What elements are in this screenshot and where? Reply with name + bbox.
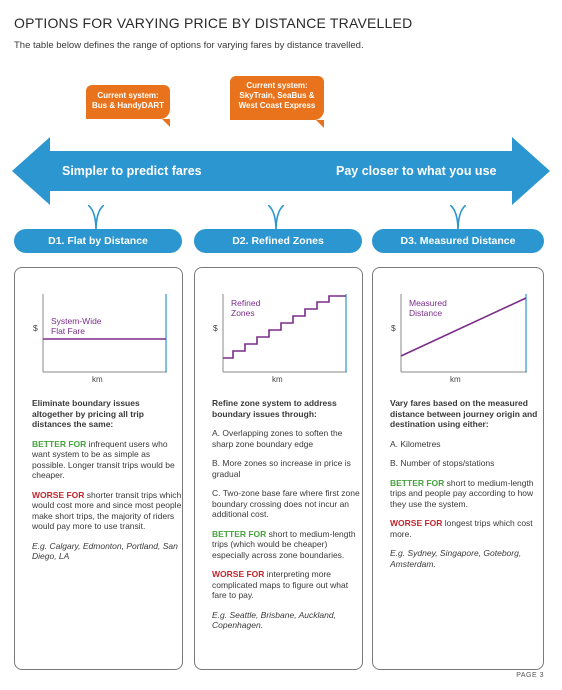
worse-for-body: longest trips which cost more. (390, 518, 533, 539)
lead-text: Refine zone system to address boundary issues through: (212, 398, 337, 419)
callout-line: West Coast Express (238, 101, 316, 110)
page-number: PAGE 3 (516, 672, 544, 679)
example-cities: E.g. Sydney, Singapore, Goteborg, Amsterdam. (390, 548, 522, 569)
worse-for-body: interpreting more complicated maps to figure out what fare to pay. (212, 569, 349, 600)
better-for-tag: BETTER FOR (212, 528, 267, 539)
graph-label (231, 298, 260, 318)
option-description (390, 398, 540, 578)
better-for-body: infrequent users who want system to be as simple as possible. Longer transit trips would be cheaper. (32, 438, 175, 480)
example-cities: E.g. Calgary, Edmonton, Portland, San Diego, LA (32, 540, 178, 561)
connector-d3 (450, 205, 466, 231)
better-for-body: short to medium-length trips and people pay according to how they use the system. (390, 477, 534, 509)
option-item-b: B. More zones so increase in price is gradual (212, 458, 351, 479)
page-title: OPTIONS FOR VARYING PRICE BY DISTANCE TRAVELLED (14, 15, 413, 31)
connector-d1 (88, 205, 104, 231)
option-heading-d3: D3. Measured Distance (372, 229, 544, 253)
option-panel-d3 (372, 267, 544, 670)
better-for-tag: BETTER FOR (390, 477, 445, 488)
option-panel-d1 (14, 267, 183, 670)
page-subtitle: The table below defines the range of options for varying fares by distance travelled. (14, 40, 364, 51)
callout-line: Current system: (246, 81, 308, 90)
graph-y-label: $ (391, 323, 396, 333)
callout-current-system-skytrain (230, 76, 324, 120)
callout-current-system-bus (86, 85, 170, 119)
graph-label-line: Zones (231, 308, 255, 318)
worse-for-tag: WORSE FOR (212, 569, 265, 579)
option-item-b: B. Number of stops/stations (390, 458, 495, 468)
graph-x-label: km (272, 375, 283, 384)
graph-label-line: Refined (231, 298, 261, 308)
callout-tail (316, 120, 324, 128)
graph-label-line: Flat Fare (51, 326, 86, 336)
option-item-c: C. Two-zone base fare where first zone boundary crossing does not incur an additional cost. (212, 488, 360, 519)
worse-for-text (212, 569, 362, 601)
graph-y-label: $ (213, 323, 218, 333)
graph-x-label: km (92, 375, 103, 384)
lead-text: Vary fares based on the measured distance between journey origin and destination using either: (390, 398, 538, 429)
lead-text: Eliminate boundary issues altogether by pricing all trip distances the same: (32, 398, 144, 429)
option-item-a: A. Overlapping zones to soften the sharp zone boundary edge (212, 428, 343, 449)
arrow-label-pay-closer: Pay closer to what you use (336, 164, 497, 178)
callout-tail (162, 119, 170, 127)
worse-for-text (390, 518, 540, 539)
better-for-body: short to medium-length trips (which would be cheaper) especially across zone boundaries. (212, 528, 356, 560)
graph-label-line: Distance (409, 308, 443, 318)
option-description (212, 398, 362, 640)
worse-for-body: shorter transit trips which would cost more and since most people make short trips, the majority of riders would pay more to use transit. (32, 489, 182, 531)
better-for-text (32, 439, 182, 481)
callout-line: SkyTrain, SeaBus & (239, 91, 315, 100)
arrow-label-simpler: Simpler to predict fares (62, 164, 202, 178)
better-for-text (212, 529, 362, 561)
graph-label-line: Measured (409, 298, 447, 308)
option-heading-d1: D1. Flat by Distance (14, 229, 182, 253)
worse-for-tag: WORSE FOR (390, 518, 443, 528)
worse-for-tag: WORSE FOR (32, 489, 85, 500)
better-for-text (390, 478, 540, 510)
option-item-a: A. Kilometres (390, 438, 441, 449)
option-heading-d2: D2. Refined Zones (194, 229, 362, 253)
option-description (32, 398, 182, 571)
worse-for-text (32, 490, 182, 532)
connector-d2 (268, 205, 284, 231)
graph-label-line: System-Wide (51, 316, 102, 326)
graph-label (409, 298, 447, 318)
graph-x-label: km (450, 375, 461, 384)
example-cities: E.g. Seattle, Brisbane, Auckland, Copenhagen. (212, 609, 336, 630)
graph-label (51, 316, 102, 336)
refined-zones-graph (209, 294, 349, 374)
graph-y-label: $ (33, 323, 38, 333)
option-panel-d2 (194, 267, 363, 670)
callout-line: Current system: (97, 91, 159, 100)
better-for-tag: BETTER FOR (32, 438, 87, 449)
callout-line: Bus & HandyDART (92, 101, 165, 110)
